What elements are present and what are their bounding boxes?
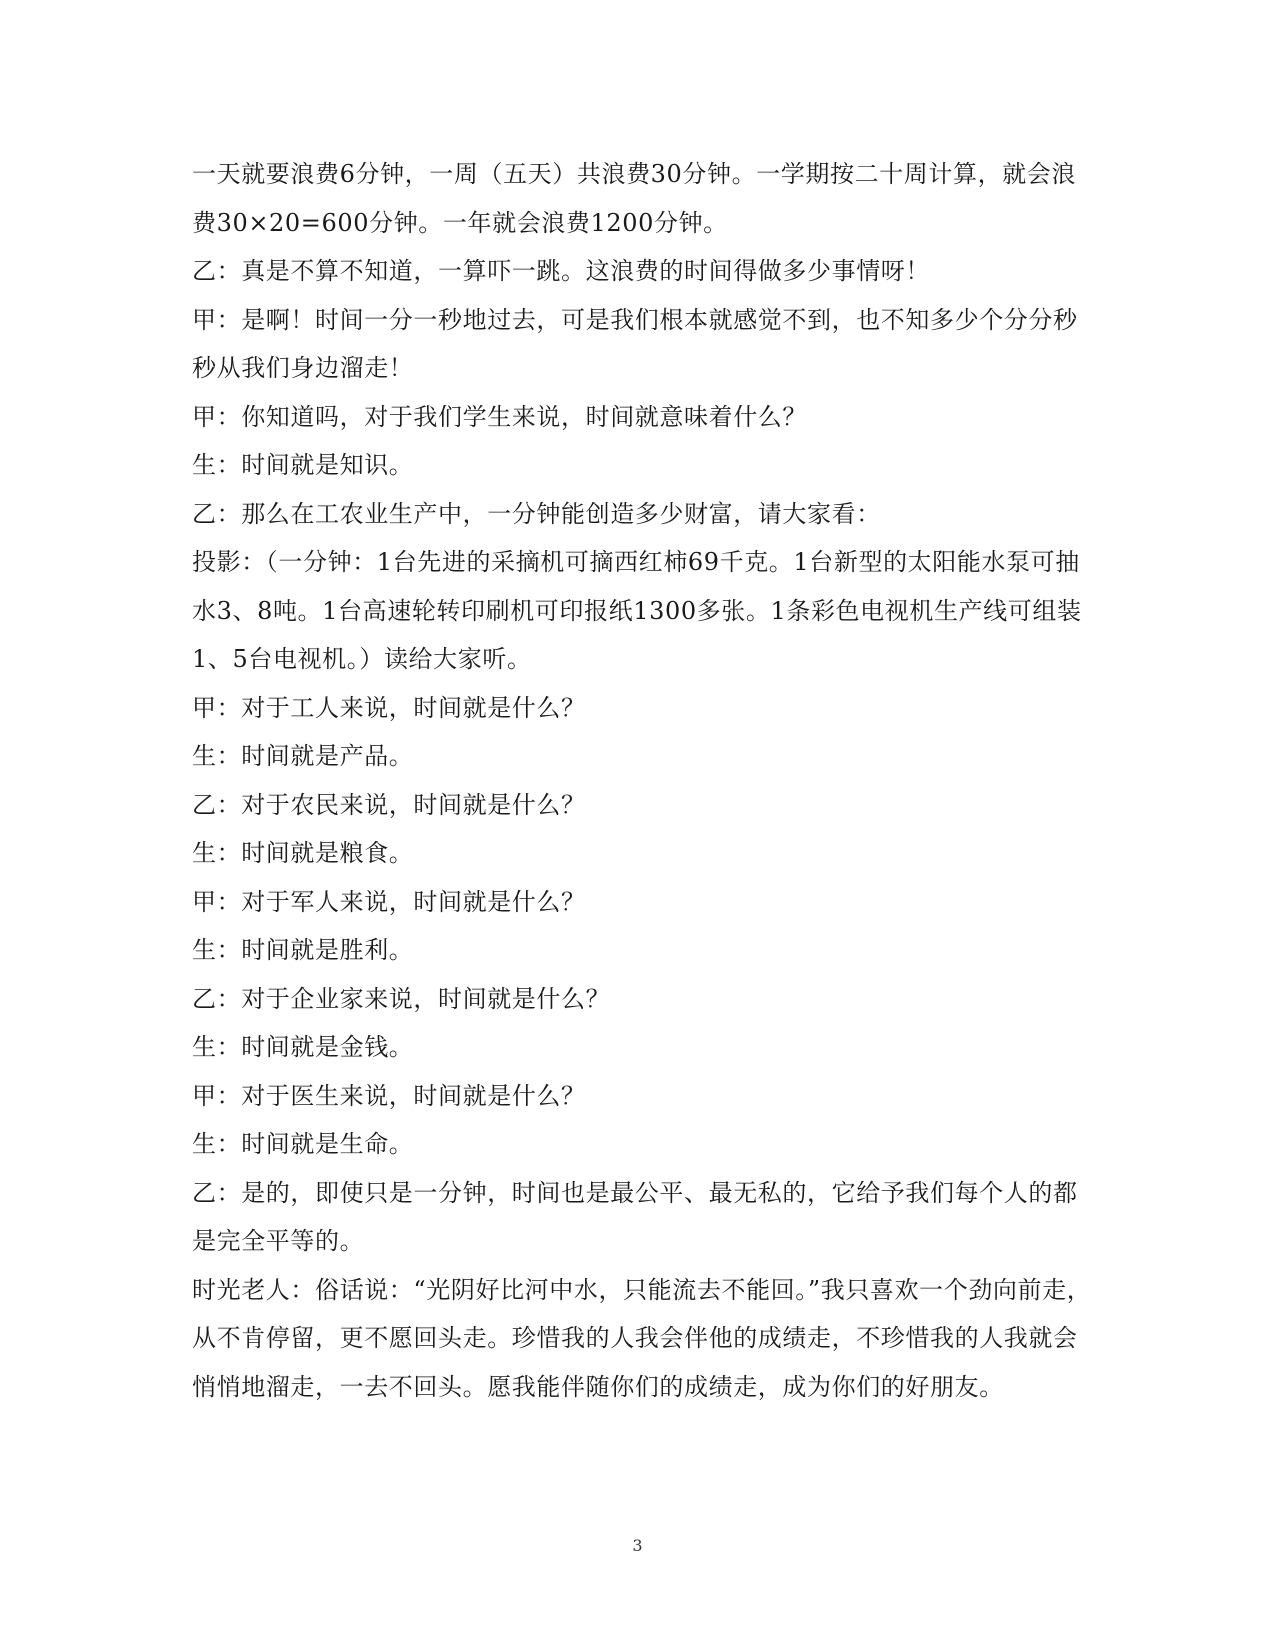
paragraph: 甲：是啊！时间一分一秒地过去，可是我们根本就感觉不到，也不知多少个分分秒秒从我们身边溜走！: [192, 305, 1078, 382]
paragraph: 乙：是的，即使只是一分钟，时间也是最公平、最无私的，它给予我们每个人的都是完全平等的。: [192, 1178, 1078, 1255]
paragraph: 生：时间就是粮食。: [192, 839, 414, 867]
paragraph: 甲：对于工人来说，时间就是什么？: [192, 693, 586, 722]
paragraph: 生：时间就是知识。: [192, 451, 414, 479]
paragraph: 时光老人：俗话说：“光阴好比河中水，只能流去不能回。”我只喜欢一个劲向前走，从不肯停留，更不愿回头走。珍惜我的人我会伴他的成绩走，不珍惜我的人我就会悄悄地溜走，一去不回头。愿我能伴随你们的成绩走，成为你们的好朋友。: [192, 1275, 1092, 1401]
paragraph: 乙：对于农民来说，时间就是什么？: [192, 790, 586, 819]
paragraph: 甲：对于医生来说，时间就是什么？: [192, 1081, 586, 1110]
paragraph: 投影：（一分钟：1台先进的采摘机可摘西红柿69千克。1台新型的太阳能水泵可抽水3、8吨。1台高速轮转印刷机可印报纸1300多张。1条彩色电视机生产线可组装1、5台电视机。）读给大家听。: [192, 548, 1082, 673]
paragraph: 乙：真是不算不知道，一算吓一跳。这浪费的时间得做多少事情呀！: [192, 257, 930, 285]
paragraph: 乙：对于企业家来说，时间就是什么？: [192, 984, 611, 1013]
paragraph: 甲：你知道吗，对于我们学生来说，时间就意味着什么？: [192, 402, 807, 431]
paragraph: 乙：那么在工农业生产中，一分钟能创造多少财富，请大家看：: [192, 499, 881, 528]
page-number: 3: [632, 1536, 643, 1555]
paragraph: 生：时间就是生命。: [192, 1130, 414, 1158]
document-body: [192, 150, 1092, 1411]
paragraph: 一天就要浪费6分钟，一周（五天）共浪费30分钟。一学期按二十周计算，就会浪费30×20=600分钟。一年就会浪费1200分钟。: [192, 160, 1077, 237]
paragraph: 甲：对于军人来说，时间就是什么？: [192, 887, 586, 916]
paragraph: 生：时间就是产品。: [192, 742, 414, 770]
paragraph: 生：时间就是胜利。: [192, 936, 414, 964]
paragraph: 生：时间就是金钱。: [192, 1033, 414, 1061]
